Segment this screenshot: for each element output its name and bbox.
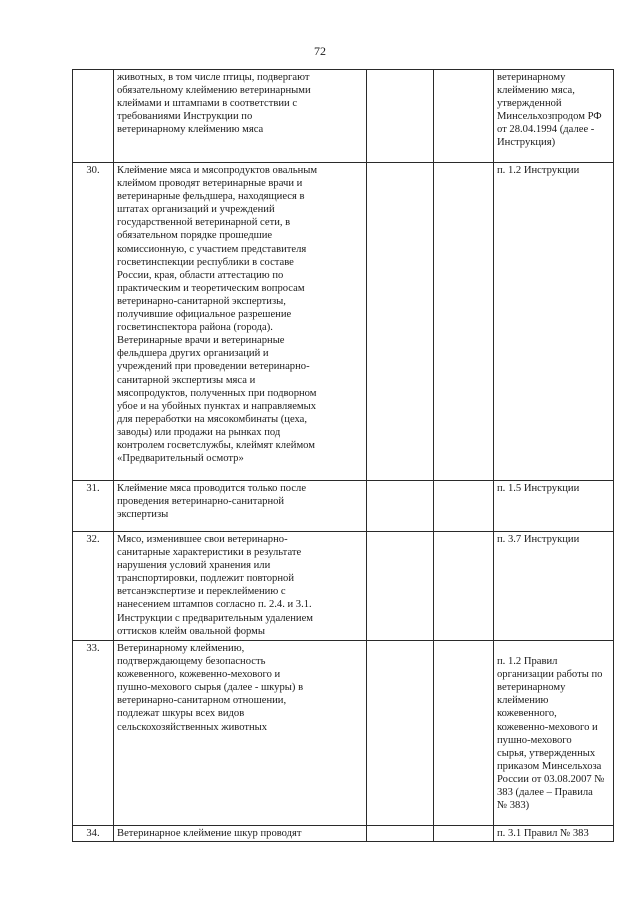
page-number: 72: [314, 44, 326, 58]
empty-cell: [434, 532, 494, 641]
requirement-text: Ветеринарному клеймению, подтверждающему безопасность кожевенного, кожевенно-мехового и пушно-мехового сырья (далее - шкуры) в ветеринарно-санитарном отношении, подлежат шкуры всех видов сельскохозяйственных животных: [114, 641, 367, 826]
empty-cell: [434, 481, 494, 532]
row-number: 32.: [73, 532, 114, 641]
table-row: [73, 163, 614, 481]
empty-cell: [434, 70, 494, 163]
legal-reference: ветеринарному клеймению мяса, утвержденной Минсельхозпродом РФ от 28.04.1994 (далее - Инструкция): [494, 70, 614, 163]
requirement-text: животных, в том числе птицы, подвергают обязательному клеймению ветеринарными клеймами и штампами в соответствии с требованиями Инструкции по ветеринарному клеймению мяса: [114, 70, 367, 163]
table-row: [73, 826, 614, 842]
table-row: [73, 70, 614, 163]
requirement-text: Мясо, изменившее свои ветеринарно- санитарные характеристики в результате нарушения условий хранения или транспортировки, подлежит повторной ветсанэкспертизе и переклеймению с нанесением штампов согласно п. 2.4. и 3.1. Инструкции с предварительным удалением оттисков клейм овальной формы: [114, 532, 367, 641]
requirement-text: Клеймение мяса проводится только после проведения ветеринарно-санитарной экспертизы: [114, 481, 367, 532]
row-number: [73, 70, 114, 163]
empty-cell: [367, 641, 434, 826]
table-row: [73, 641, 614, 826]
legal-reference: п. 3.7 Инструкции: [494, 532, 614, 641]
requirement-text: Клеймение мяса и мясопродуктов овальным клеймом проводят ветеринарные врачи и ветеринарные фельдшера, находящиеся в штатах организаций и учреждений государственной ветеринарной сети, в обязательном порядке прошедшие комиссионную, с участием представителя госветинспекции республики в составе России, края, области аттестацию по практическим и теоретическим вопросам ветеринарно-санитарной экспертизы, получившие официальное разрешение госветинспектора района (города). Ветеринарные врачи и ветеринарные фельдшера других организаций и учреждений при проведении ветеринарно- санитарной экспертизы мяса и мясопродуктов, полученных при подворном убое и на убойных пунктах и направляемых для переработки на мясокомбинаты (цеха, заводы) или продажи на рынках под контролем госветслужбы, клеймят клеймом «Предварительный осмотр»: [114, 163, 367, 481]
empty-cell: [434, 641, 494, 826]
row-number: 34.: [73, 826, 114, 842]
empty-cell: [434, 826, 494, 842]
empty-cell: [367, 70, 434, 163]
requirement-text: Ветеринарное клеймение шкур проводят: [114, 826, 367, 842]
table-row: [73, 532, 614, 641]
legal-reference: п. 3.1 Правил № 383: [494, 826, 614, 842]
legal-reference: п. 1.2 Правил организации работы по ветеринарному клеймению кожевенного, кожевенно-мехового и пушно-мехового сырья, утвержденных приказом Минсельхоза России от 03.08.2007 № 383 (далее – Правила № 383): [494, 641, 614, 826]
row-number: 31.: [73, 481, 114, 532]
table-row: [73, 481, 614, 532]
row-number: 30.: [73, 163, 114, 481]
row-number: 33.: [73, 641, 114, 826]
empty-cell: [434, 163, 494, 481]
empty-cell: [367, 163, 434, 481]
legal-reference: п. 1.5 Инструкции: [494, 481, 614, 532]
legal-reference: п. 1.2 Инструкции: [494, 163, 614, 481]
empty-cell: [367, 826, 434, 842]
empty-cell: [367, 481, 434, 532]
empty-cell: [367, 532, 434, 641]
requirements-table: [72, 69, 614, 842]
